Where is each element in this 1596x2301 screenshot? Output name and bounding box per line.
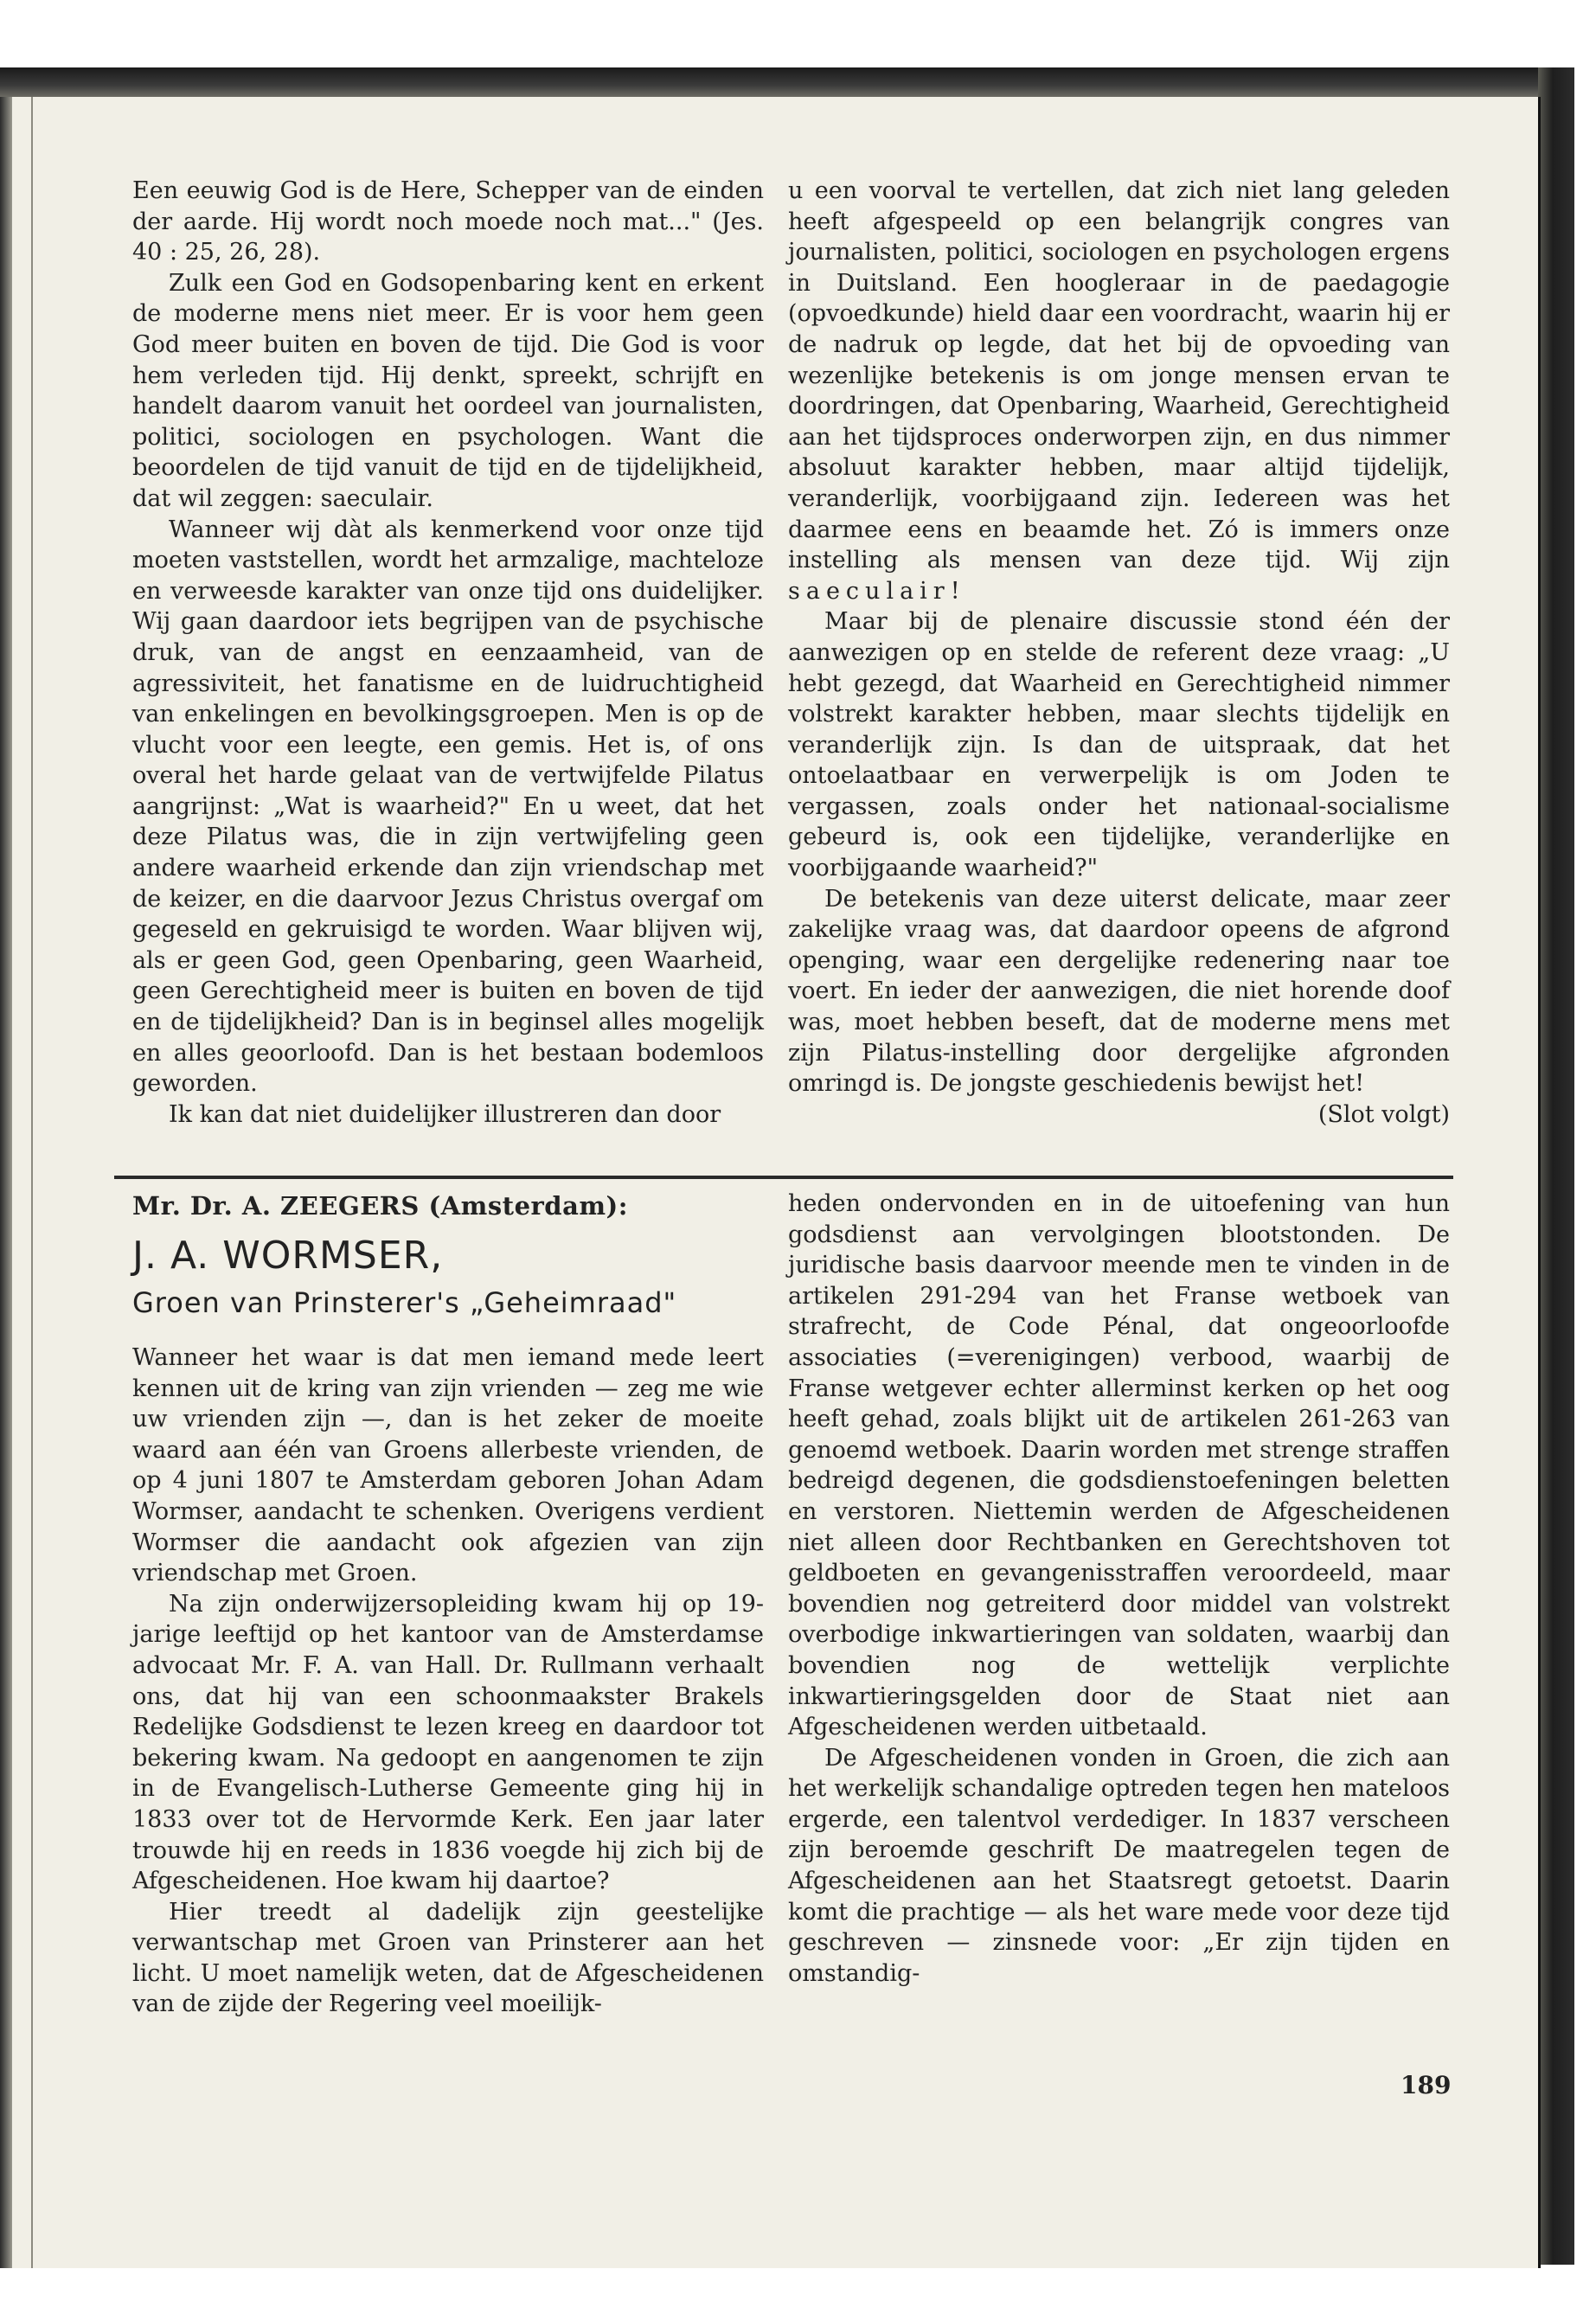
column-bottom-left	[132, 1189, 764, 2020]
column-top-right	[788, 176, 1450, 1130]
magazine-page	[12, 97, 1541, 2268]
scan-edge-left	[0, 97, 12, 2268]
spaced-word: saeculair!	[788, 577, 966, 605]
article-subtitle: Groen van Prinsterer's „Geheimraad"	[132, 1286, 677, 1319]
article-byline: Mr. Dr. A. ZEEGERS (Amsterdam):	[132, 1191, 628, 1221]
paragraph	[788, 176, 1450, 606]
paragraph: Na zijn onderwijzersopleiding kwam hij op 19-jarige leeftijd op het kantoor van de Amsterdamse advocaat Mr. F. A. van Hall. Dr. Rullmann verhaalt ons, dat hij van een schoonmaakster Brakels Redelijke Godsdienst te lezen kreeg en daardoor tot bekering kwam. Na gedoopt en aangenomen te zijn in de Evangelisch-Lutherse Gemeente ging hij in 1833 over tot de Hervormde Kerk. Een jaar later trouwde hij en reeds in 1836 voegde hij zich bij de Afgescheidenen. Hoe kwam hij daartoe?	[132, 1590, 764, 1895]
continued-note: (Slot volgt)	[1317, 1100, 1450, 1128]
paragraph: heden ondervonden en in de uitoefening van hun godsdienst aan vervolgingen blootstonden. De juridische basis daarvoor meende men te vinden in de artikelen 291-294 van het Franse wetboek van strafrecht, de Code Pénal, dat ongeoorloofde associaties (=verenigingen) verbood, waarbij de Franse wetgever echter allerminst kerken op het oog heeft gehad, zoals blijkt uit de artikelen 261-263 van genoemd wetboek. Daarin worden met strenge straffen bedreigd degenen, die godsdienstoefeningen beletten en verstoren. Niettemin werden de Afgescheidenen niet alleen door Rechtbanken en Gerechtshoven tot geldboeten en gevangenisstraffen veroordeeld, maar bovendien nog getreiterd door middel van volstrekt overbodige inkwartieringen van soldaten, waarbij dan bovendien nog de wettelijk verplichte inkwartieringsgelden door de Staat niet aan Afgescheidenen werden uitbetaald.	[788, 1190, 1450, 1741]
scan-edge-top	[0, 67, 1570, 97]
paragraph: Wanneer wij dàt als kenmerkend voor onze tijd moeten vaststellen, wordt het armzalige, machteloze en verweesde karakter van onze tijd ons duidelijker. Wij gaan daardoor iets begrijpen van de psychische druk, van de angst en eenzaamheid, van de agressiviteit, het fanatisme en de luidruchtigheid van enkelingen en bevolkingsgroepen. Men is op de vlucht voor een leegte, een gemis. Het is, of ons overal het harde gelaat van de vertwijfelde Pilatus aangrijnst: „Wat is waarheid?" En u weet, dat het deze Pilatus was, die in zijn vertwijfeling geen andere waarheid erkende dan zijn vriendschap met de keizer, en die daarvoor Jezus Christus overgaf om gegeseld en gekruisigd te worden. Waar blijven wij, als er geen God, geen Openbaring, geen Waarheid, geen Gerechtigheid meer is buiten en boven de tijd en de tijdelijkheid? Dan is in beginsel alles mogelijk en alles geoorloofd. Dan is het bestaan bodemloos geworden.	[132, 516, 764, 1098]
column-bottom-right	[788, 1189, 1450, 1989]
paragraph: Wanneer het waar is dat men iemand mede leert kennen uit de kring van zijn vrienden — zeg me wie uw vrienden zijn —, dan is het zeker de moeite waard aan één van Groens allerbeste vrienden, de op 4 juni 1807 te Amsterdam geboren Johan Adam Wormser, aandacht te schenken. Overigens verdient Wormser die aandacht ook afgezien van zijn vriendschap met Groen.	[132, 1344, 764, 1587]
paragraph: De betekenis van deze uiterst delicate, maar zeer zakelijke vraag was, dat daardoor opeens de afgrond openging, waar een dergelijke redenering naar toe voert. En ieder der aanwezigen, die niet horende doof was, moet hebben beseft, dat de moderne mens met zijn Pilatus-instelling door dergelijke afgronden omringd is. De jongste geschiedenis bewijst het!	[788, 885, 1450, 1098]
page-number: 189	[1401, 2071, 1452, 2099]
paragraph: Hier treedt al dadelijk zijn geestelijke verwantschap met Groen van Prinsterer aan het licht. U moet namelijk weten, dat de Afgescheidenen van de zijde der Regering veel moeilijk-	[132, 1898, 764, 2018]
column-top-left	[132, 176, 764, 1130]
paragraph: Maar bij de plenaire discussie stond één der aanwezigen op en stelde de referent deze vraag: „U hebt gezegd, dat Waarheid en Gerechtigheid nimmer volstrekt karakter hebben, maar slechts tijdelijk en veranderlijk zijn. Is dan de uitspraak, dat het ontoelaatbaar en verwerpelijk is om Joden te vergassen, zoals onder het nationaal-socialisme gebeurd is, ook een tijdelijke, veranderlijke en voorbijgaande waarheid?"	[788, 608, 1450, 882]
paragraph-text: u een voorval te vertellen, dat zich niet lang geleden heeft afgespeeld op een belangrijk congres van journalisten, politici, sociologen en psychologen ergens in Duitsland. Een hoogleraar in de paedagogie (opvoedkunde) hield daar een voordracht, waarin hij er de nadruk op legde, dat het bij de opvoeding van wezenlijke betekenis is om jonge mensen ervan te doordringen, dat Openbaring, Waarheid, Gerechtigheid aan het tijdsproces onderworpen zijn, en dus nimmer absoluut karakter hebben, maar altijd tijdelijk, veranderlijk, voorbijgaand zijn. Iedereen was het daarmee eens en beaamde het. Zó is immers onze instelling als mensen van deze tijd. Wij zijn	[788, 177, 1450, 574]
scan-edge-right	[1538, 67, 1574, 2265]
section-divider	[114, 1176, 1453, 1179]
paragraph: Zulk een God en Godsopenbaring kent en erkent de moderne mens niet meer. Er is voor hem geen God meer buiten en boven de tijd. Die God is voor hem verleden tijd. Hij denkt, spreekt, schrijft en handelt daarom vanuit het oordeel van journalisten, politici, sociologen en psychologen. Want die beoordelen de tijd vanuit de tijd en de tijdelijkheid, dat wil zeggen: saeculair.	[132, 269, 764, 512]
paragraph: Een eeuwig God is de Here, Schepper van de einden der aarde. Hij wordt noch moede noch mat..." (Jes. 40 : 25, 26, 28).	[132, 177, 764, 266]
paragraph: Ik kan dat niet duidelijker illustreren dan door	[169, 1100, 721, 1128]
article-title: J. A. WORMSER,	[132, 1234, 444, 1278]
paragraph: De Afgescheidenen vonden in Groen, die zich aan het werkelijk schandalige optreden tegen hen mateloos ergerde, een talentvol verdediger. In 1837 verscheen zijn beroemde geschrift De maatregelen tegen de Afgescheidenen aan het Staatsregt getoetst. Daarin komt die prachtige — als het ware mede voor deze tijd geschreven — zinsnede voor: „Er zijn tijden en omstandig-	[788, 1744, 1450, 1987]
